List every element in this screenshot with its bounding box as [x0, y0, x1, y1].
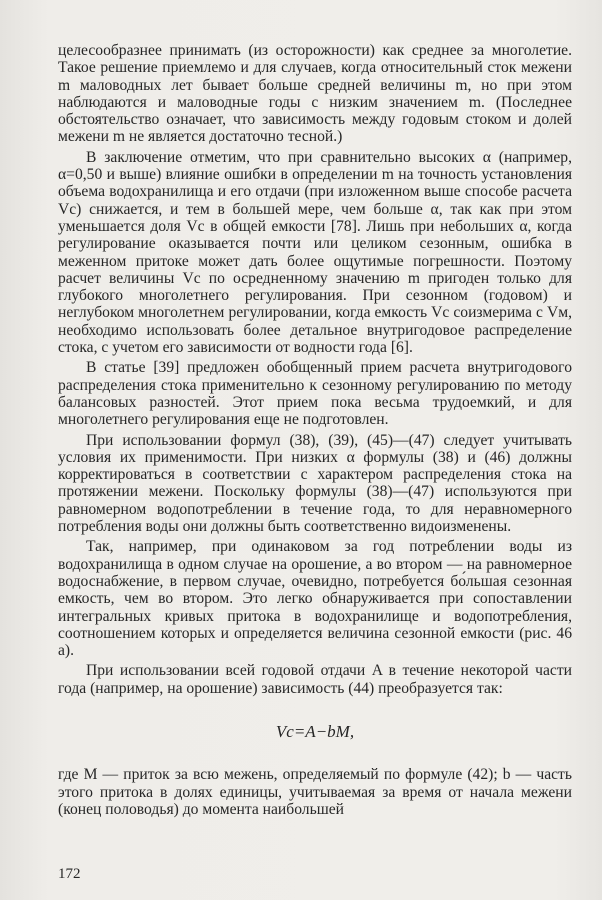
paragraph: Так, например, при одинаковом за год потреблении воды из водохранилища в одном случае на орошение, а во втором — на равномерное водоснабжение, в первом случае, очевидно, потребуется бо́льшая сезонная емкость, чем во втором. Это легко обнаруживается при сопоставлении интегральных кривых притока в водохранилище и водопотребления, соотношением которых и определяется величина сезонной емкости (рис. 46 а).	[58, 538, 572, 660]
formula-explanation: где M — приток за всю межень, определяемый по формуле (42); b — часть этого притока в долях единицы, учитываемая за время от начала межени (конец половодья) до момента наибольшей	[58, 766, 572, 818]
paragraph: При использовании всей годовой отдачи A в течение некоторой части года (например, на орошение) зависимость (44) преобразуется так:	[58, 662, 572, 697]
page-body-text	[58, 42, 572, 818]
paragraph: При использовании формул (38), (39), (45)—(47) следует учитывать условия их применимости. При низких α формулы (38) и (46) должны корректироваться в соответствии с характером распределения стока на протяжении межени. Поскольку формулы (38)—(47) используются при равномерном водопотреблении в течение года, то для неравномерного потребления воды они должны быть соответственно видоизменены.	[58, 431, 572, 536]
paragraph-continuation: целесообразнее принимать (из осторожности) как среднее за многолетие. Такое решение приемлемо и для случаев, когда относительный сток межени m маловодных лет бывает больше средней величины m, но при этом наблюдаются и маловодные годы с низким значением m. (Последнее обстоятельство означает, что зависимость между годовым стоком и долей межени m не является достаточно тесной.)	[58, 42, 572, 146]
paragraph: В заключение отметим, что при сравнительно высоких α (например, α=0,50 и выше) влияние ошибки в определении m на точность установления объема водохранилища и его отдачи (при изложенном выше способе расчета Vс) снижается, и тем в большей мере, чем больше α, так как при этом уменьшается доля Vс в общей емкости [78]. Лишь при небольших α, когда регулирование оказывается почти или целиком сезонным, ошибка в меженном притоке может дать более ощутимые погрешности. Поэтому расчет величины Vс по осредненному значению m пригоден только для глубокого многолетнего регулирования. При сезонном (годовом) и неглубоком многолетнем регулировании, когда емкость Vс соизмерима с Vм, необходимо использовать более детальное внутригодовое распределение стока, с учетом его зависимости от водности года [6].	[58, 148, 572, 357]
paragraph: В статье [39] предложен обобщенный прием расчета внутригодового распределения стока применительно к сезонному регулированию по методу балансовых разностей. Этот прием пока весьма трудоемкий, и для многолетнего регулирования еще не подготовлен.	[58, 359, 572, 429]
page-number: 172	[58, 866, 81, 882]
formula: Vс=A−bM,	[275, 721, 355, 741]
